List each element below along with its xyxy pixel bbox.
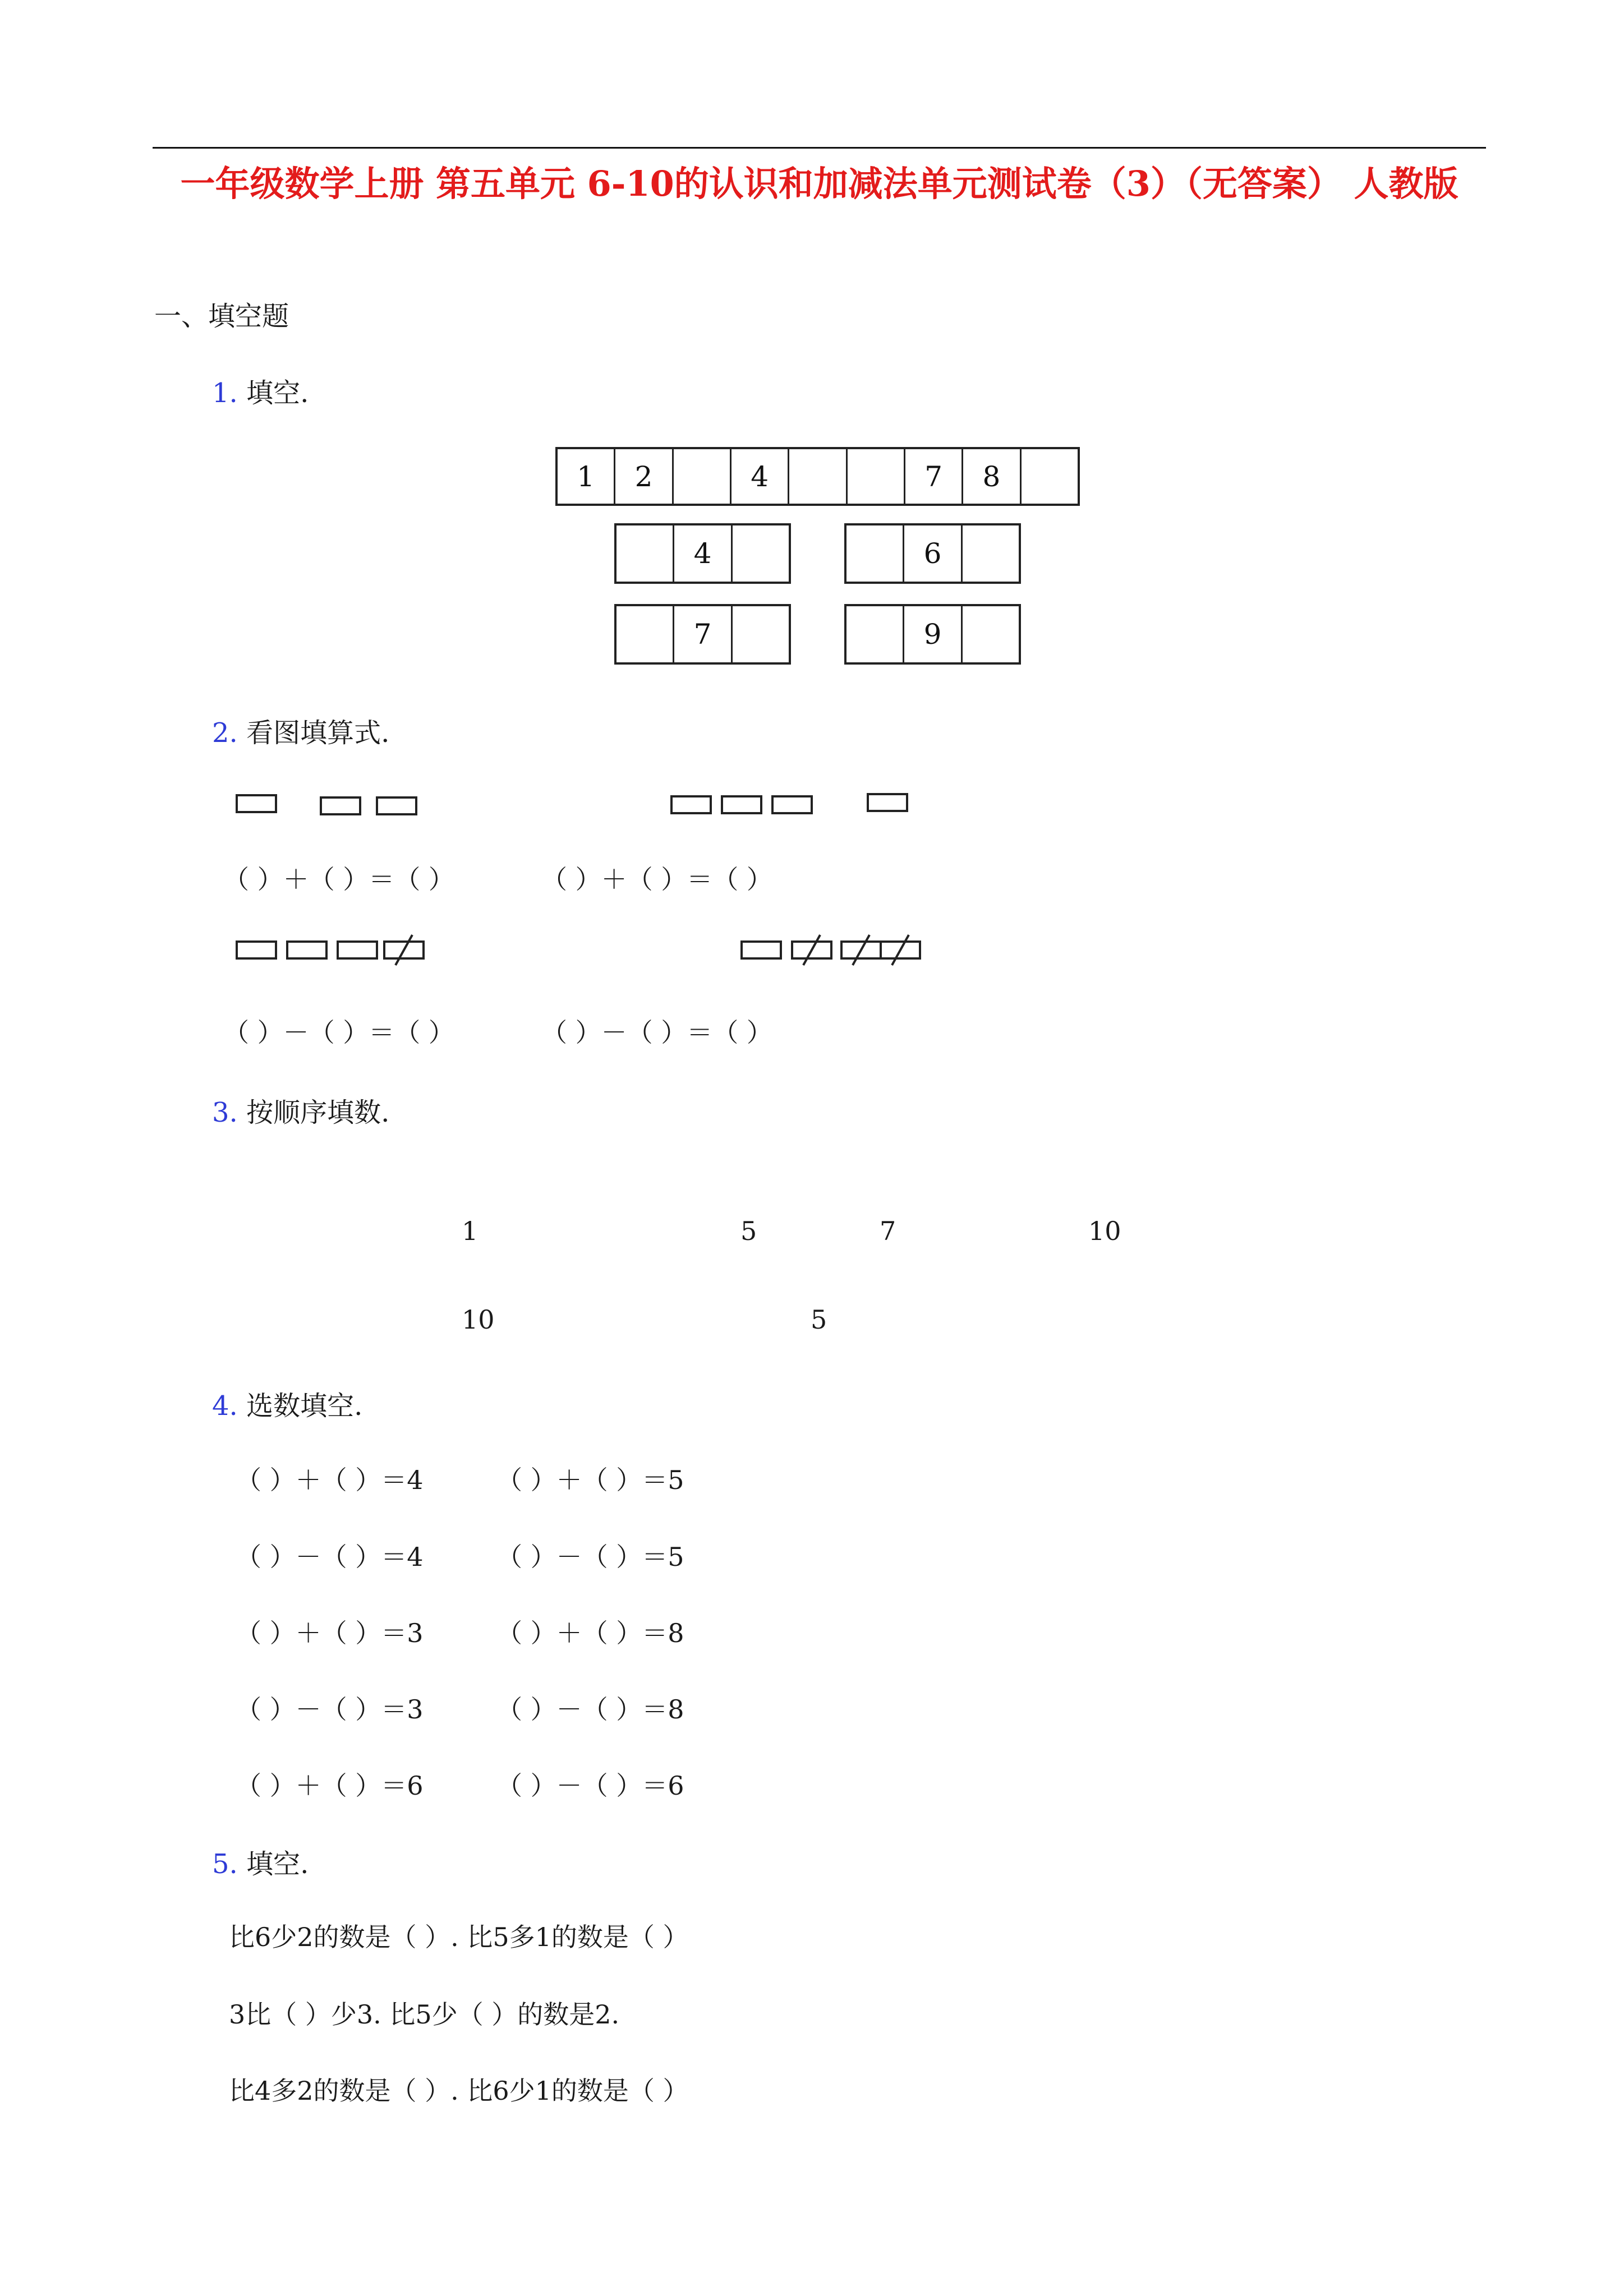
sequence-number: 1 bbox=[462, 1216, 479, 1246]
neighbor-cell: 7 bbox=[674, 606, 732, 662]
neighbor-box bbox=[844, 604, 1021, 665]
neighbor-cell: 9 bbox=[904, 606, 962, 662]
equation-right: （ ）－（ ）＝8 bbox=[496, 1694, 684, 1725]
neighbor-cell bbox=[963, 606, 1019, 662]
equation-sub-right: （ ）－（ ）＝（ ） bbox=[541, 1017, 772, 1048]
block-icon bbox=[742, 942, 781, 958]
neighbor-cell bbox=[846, 525, 904, 582]
block-icon bbox=[237, 795, 276, 812]
strip-cell: 7 bbox=[905, 449, 963, 504]
comparison-line: 比6少2的数是（ ）. 比5多1的数是（ ） bbox=[229, 1922, 689, 1952]
question-4-heading bbox=[212, 1384, 362, 1423]
comparison-line: 比4多2的数是（ ）. 比6少1的数是（ ） bbox=[229, 2076, 689, 2106]
crossed-block-icon bbox=[792, 935, 831, 965]
equation-add-right: （ ）＋（ ）＝（ ） bbox=[541, 864, 772, 895]
equation-right: （ ）＋（ ）＝5 bbox=[496, 1465, 684, 1495]
block-icon bbox=[377, 797, 416, 814]
block-icon bbox=[287, 942, 326, 958]
block-icon bbox=[772, 796, 812, 813]
block-icon bbox=[671, 796, 711, 813]
strip-cell: 8 bbox=[963, 449, 1021, 504]
block-picture-sub-left bbox=[236, 934, 460, 973]
question-number: 5. bbox=[212, 1848, 238, 1880]
question-text: 按顺序填数. bbox=[246, 1097, 390, 1128]
header-rule bbox=[153, 147, 1486, 149]
sequence-number: 10 bbox=[1088, 1216, 1121, 1246]
neighbor-box bbox=[614, 604, 791, 665]
neighbor-cell bbox=[733, 606, 789, 662]
equation-right: （ ）＋（ ）＝8 bbox=[496, 1618, 684, 1648]
page-title: 一年级数学上册 第五单元 6-10的认识和加减法单元测试卷（3）（无答案） 人教版 bbox=[180, 163, 1459, 204]
question-number: 4. bbox=[212, 1390, 238, 1422]
neighbor-cell: 6 bbox=[904, 525, 962, 582]
question-3-heading bbox=[212, 1091, 389, 1129]
question-number: 1. bbox=[212, 377, 238, 409]
strip-cell bbox=[1022, 449, 1078, 504]
block-icon bbox=[321, 797, 360, 814]
block-picture-add-left bbox=[236, 791, 438, 819]
equation-right: （ ）－（ ）＝5 bbox=[496, 1542, 684, 1572]
question-text: 填空. bbox=[246, 377, 309, 409]
crossed-block-icon bbox=[881, 935, 920, 965]
question-1-heading bbox=[212, 371, 309, 410]
neighbor-box bbox=[614, 523, 791, 584]
block-icon bbox=[722, 796, 761, 813]
strip-cell bbox=[674, 449, 732, 504]
strip-cell: 2 bbox=[615, 449, 673, 504]
equation-left: （ ）＋（ ）＝4 bbox=[236, 1465, 424, 1495]
neighbor-cell bbox=[846, 606, 904, 662]
question-text: 选数填空. bbox=[246, 1390, 363, 1422]
question-text: 填空. bbox=[246, 1848, 309, 1880]
block-picture-add-right bbox=[670, 790, 917, 818]
equation-left: （ ）－（ ）＝3 bbox=[236, 1694, 424, 1725]
strip-cell: 4 bbox=[732, 449, 789, 504]
sequence-number: 10 bbox=[462, 1304, 495, 1335]
neighbor-cell bbox=[617, 525, 674, 582]
neighbor-cell bbox=[617, 606, 674, 662]
comparison-line: 3比（ ）少3. 比5少（ ）的数是2. bbox=[229, 1999, 620, 2030]
sequence-number: 5 bbox=[740, 1216, 757, 1246]
block-icon bbox=[868, 794, 907, 811]
question-5-heading bbox=[212, 1842, 309, 1881]
section-heading: 一、填空题 bbox=[154, 301, 289, 332]
equation-left: （ ）＋（ ）＝6 bbox=[236, 1771, 424, 1801]
neighbor-cell bbox=[963, 525, 1019, 582]
block-picture-sub-right bbox=[740, 934, 954, 973]
crossed-block-icon bbox=[384, 935, 424, 965]
number-strip bbox=[555, 447, 1080, 506]
equation-left: （ ）＋（ ）＝3 bbox=[236, 1618, 424, 1648]
equation-left: （ ）－（ ）＝4 bbox=[236, 1542, 424, 1572]
question-number: 3. bbox=[212, 1097, 238, 1128]
block-icon bbox=[237, 942, 276, 958]
equation-sub-left: （ ）－（ ）＝（ ） bbox=[223, 1017, 454, 1048]
strip-cell: 1 bbox=[558, 449, 615, 504]
crossed-block-icon bbox=[841, 935, 881, 965]
equation-add-left: （ ）＋（ ）＝（ ） bbox=[223, 864, 454, 895]
question-text: 看图填算式. bbox=[246, 717, 390, 749]
sequence-number: 7 bbox=[880, 1216, 896, 1246]
strip-cell bbox=[848, 449, 905, 504]
equation-right: （ ）－（ ）＝6 bbox=[496, 1771, 684, 1801]
neighbor-cell: 4 bbox=[674, 525, 732, 582]
neighbor-box bbox=[844, 523, 1021, 584]
question-2-heading bbox=[212, 711, 389, 750]
question-number: 2. bbox=[212, 717, 238, 749]
block-icon bbox=[338, 942, 377, 958]
neighbor-cell bbox=[733, 525, 789, 582]
strip-cell bbox=[789, 449, 847, 504]
sequence-number: 5 bbox=[811, 1304, 827, 1335]
